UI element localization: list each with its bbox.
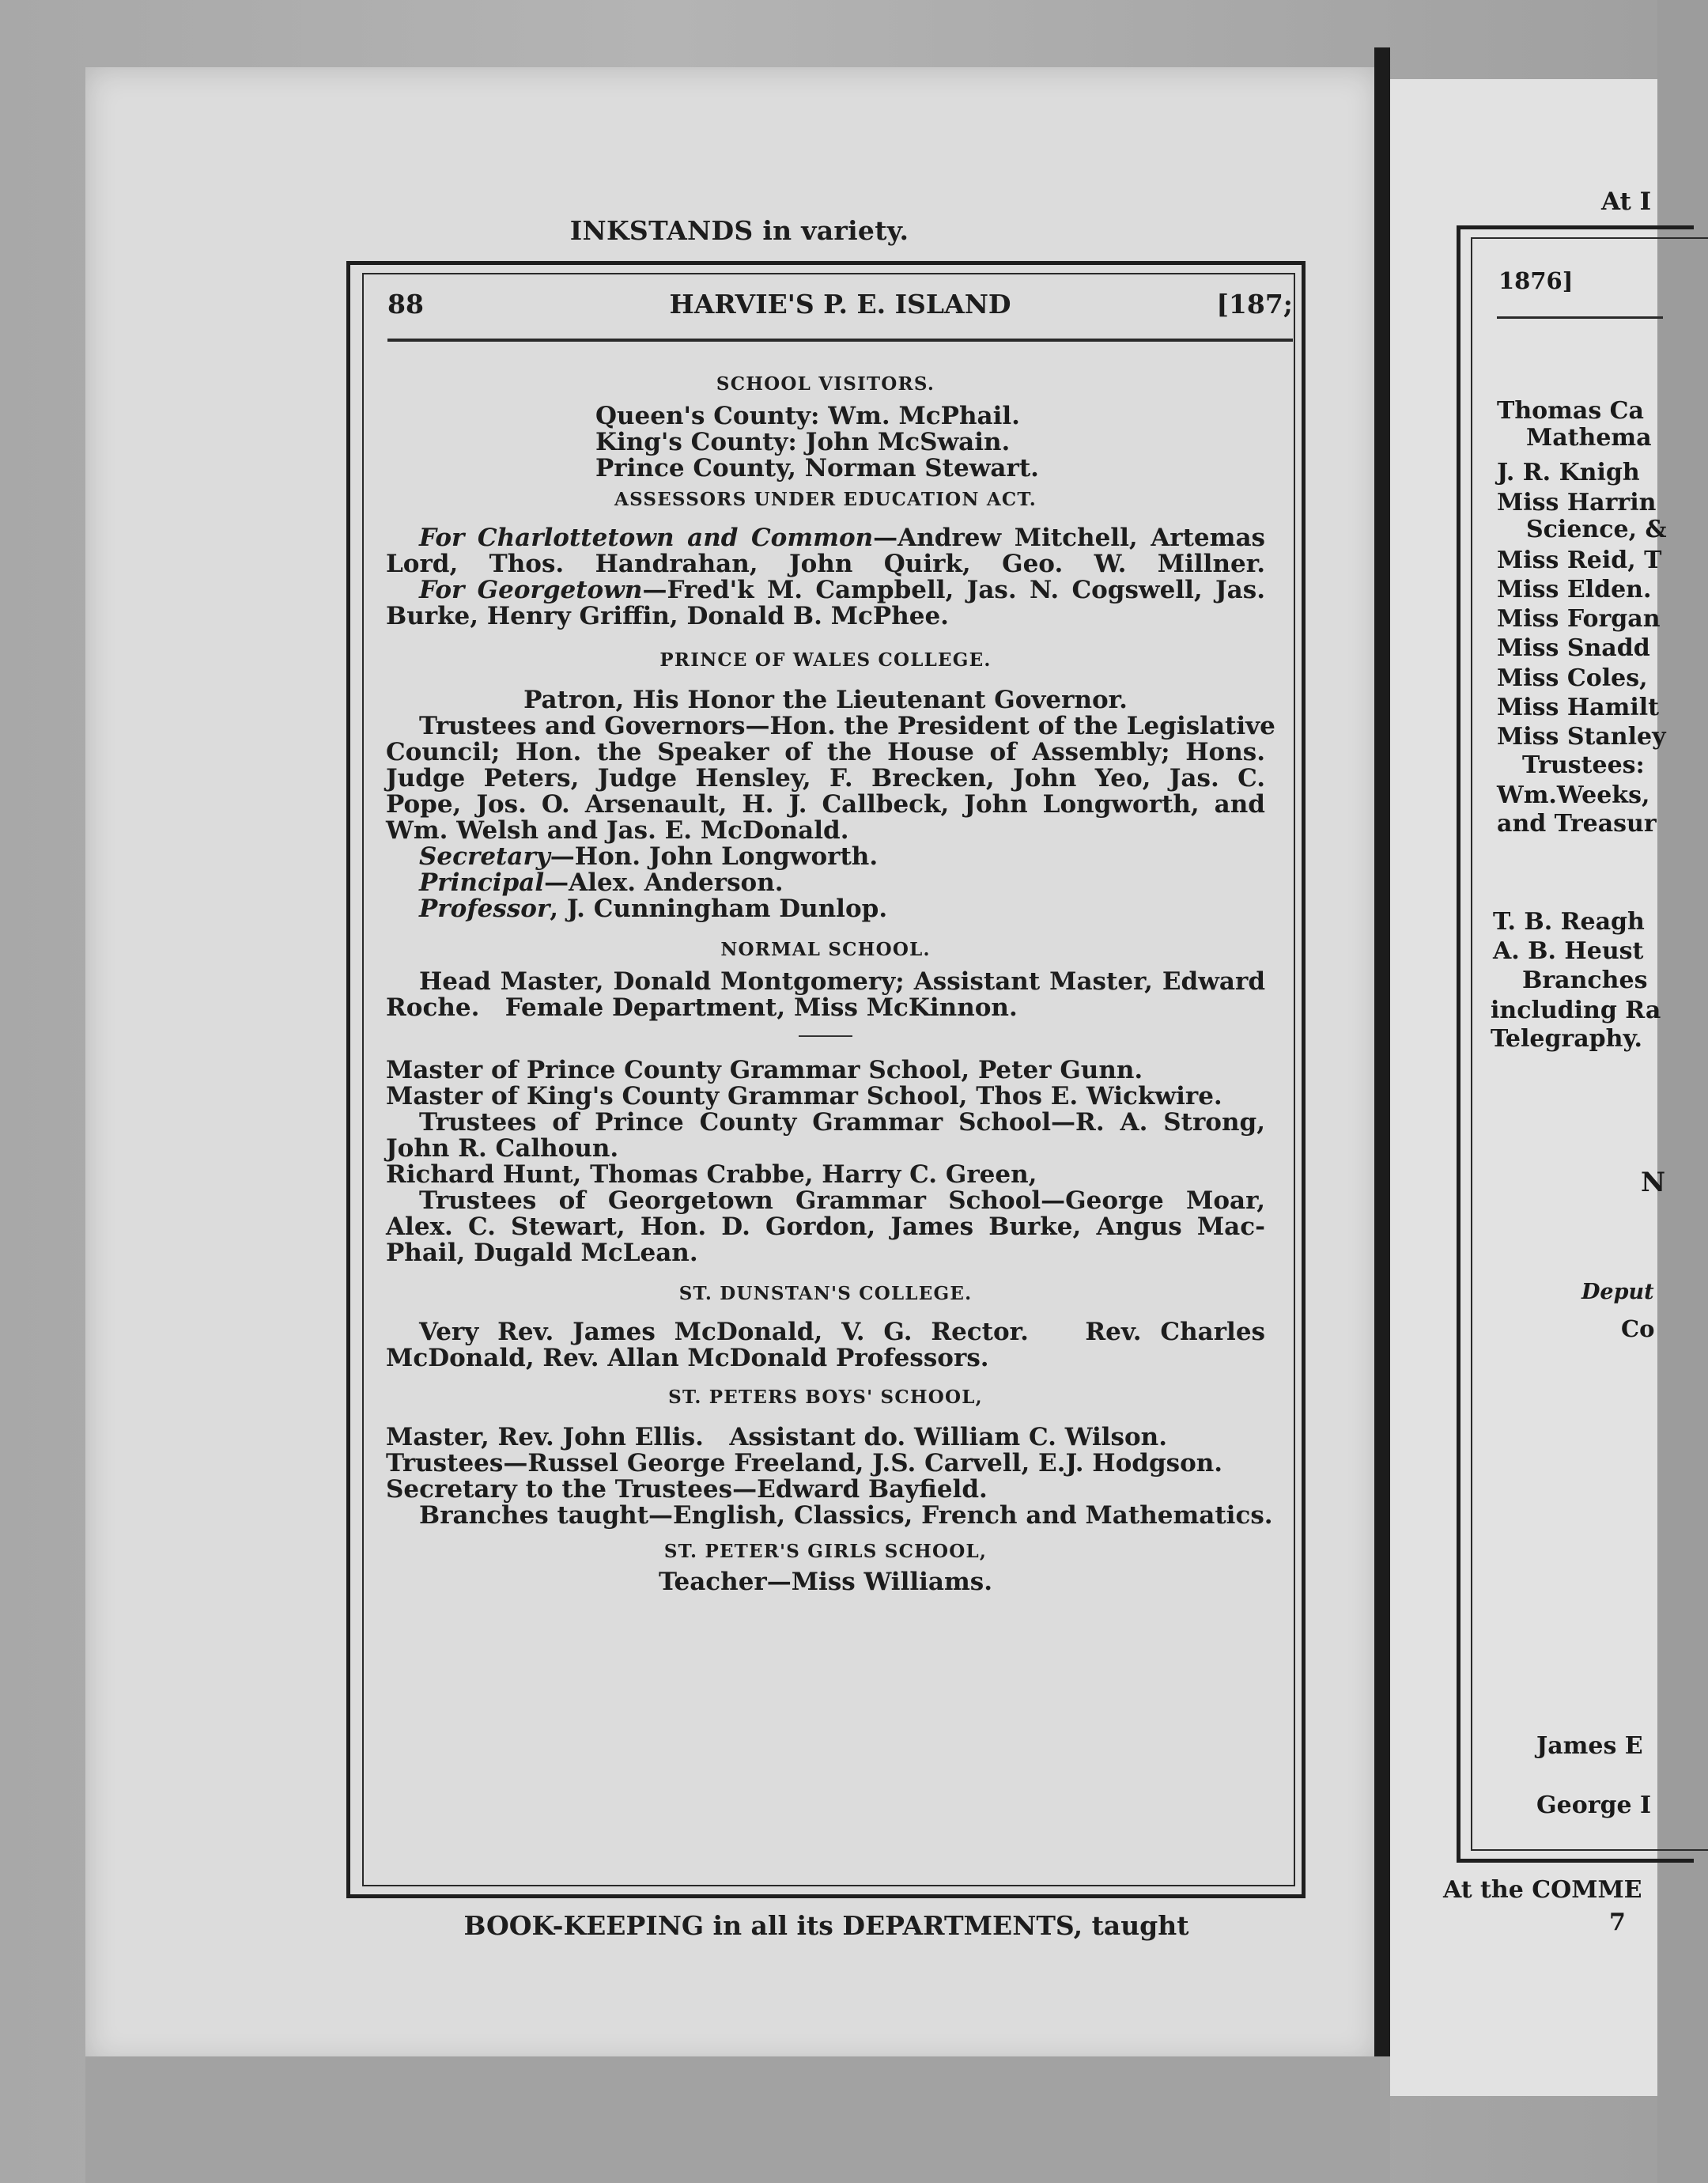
right-line: N [1641,1167,1666,1198]
text-line: Council; Hon. the Speaker of the House of Assembly; Hons. [386,738,1265,766]
section-heading-normal-school: NORMAL SCHOOL. [720,939,931,960]
right-line: Miss Coles, [1497,664,1648,692]
right-line: Trustees: [1522,751,1645,779]
text-line: Head Master, Donald Montgomery; Assistant Master, Edward [419,967,1265,996]
text-line: Wm. Welsh and Jas. E. McDonald. [386,816,849,845]
text-line: Judge Peters, Judge Hensley, F. Brecken, John Yeo, Jas. C. [386,764,1265,793]
right-header-rule [1497,316,1663,319]
text-line: Trustees of Georgetown Grammar School—George Moar, [419,1186,1265,1215]
right-line: T. B. Reagh [1493,908,1645,936]
top-advertisement: INKSTANDS in variety. [569,215,909,246]
right-line: Miss Stanley [1497,723,1666,751]
right-line: James E [1536,1732,1643,1760]
section-heading-assessors: ASSESSORS UNDER EDUCATION ACT. [614,489,1037,510]
right-line: J. R. Knigh [1497,459,1640,486]
right-line: Branches [1522,967,1648,994]
page-number: 88 [387,289,424,320]
text-line: Very Rev. James McDonald, V. G. Rector. Rev. Charles [419,1318,1265,1346]
right-line: George I [1536,1791,1652,1819]
visitor-line: Queen's County: Wm. McPhail. [595,402,1020,430]
section-heading-st-peters-girls: ST. PETER'S GIRLS SCHOOL, [663,1541,988,1562]
section-heading-school-visitors: SCHOOL VISITORS. [716,373,935,395]
text-line: Trustees and Governors—Hon. the President of the Legislative [419,712,1275,740]
text-line: John R. Calhoun. [386,1134,619,1163]
right-bottom-fragment: At the COMME [1443,1876,1642,1904]
right-line: including Ra [1491,997,1661,1024]
right-year: 1876] [1498,267,1574,294]
bottom-advertisement: BOOK-KEEPING in all its DEPARTMENTS, taught [463,1910,1189,1941]
st-dunstans-text [386,1319,1265,1371]
visitor-line: Prince County, Norman Stewart. [595,454,1039,482]
right-line: Miss Hamilt [1497,694,1660,721]
right-line: Science, & [1526,516,1667,543]
right-line: Thomas Ca [1497,397,1644,425]
text-line: Burke, Henry Griffin, Donald B. McPhee. [386,602,949,630]
st-peters-boys-text [386,1423,1273,1530]
right-line: A. B. Heust [1493,937,1644,965]
trustees-text [386,712,1275,923]
page-content [386,360,1275,1596]
right-line: Mathema [1526,424,1652,452]
text-line: Roche. Female Department, Miss McKinnon. [386,993,1018,1022]
section-heading-st-dunstans: ST. DUNSTAN'S COLLEGE. [678,1283,973,1304]
patron-line: Patron, His Honor the Lieutenant Governor. [523,686,1128,714]
scan-bottom-margin [85,2056,1390,2183]
text-line: Pope, Jos. O. Arsenault, H. J. Callbeck, John Longworth, and [386,790,1265,819]
right-line: Co [1621,1315,1655,1342]
text-line: Branches taught—English, Classics, French and Mathematics. [419,1501,1273,1530]
right-line: Miss Elden. [1497,576,1652,603]
text-line: Master of King's County Grammar School, Thos E. Wickwire. [386,1082,1222,1110]
right-line: Miss Snadd [1497,634,1650,662]
principal-line: Principal—Alex. Anderson. [419,868,784,897]
text-line: Secretary to the Trustees—Edward Bayfield. [386,1475,988,1504]
text-line: Trustees—Russel George Freeland, J.S. Carvell, E.J. Hodgson. [386,1449,1223,1477]
visitor-line: King's County: John McSwain. [595,428,1011,456]
text-line: Phail, Dugald McLean. [386,1239,698,1267]
header-rule [387,339,1293,342]
text-line: Richard Hunt, Thomas Crabbe, Harry C. Green, [386,1160,1037,1189]
text-line: For Georgetown—Fred'k M. Campbell, Jas. N. Cogswell, Jas. [419,576,1265,604]
text-line: Master of Prince County Grammar School, Peter Gunn. [386,1056,1143,1084]
text-line: Trustees of Prince County Grammar School—R. A. Strong, [419,1108,1265,1137]
right-line: Miss Reid, T [1497,547,1662,574]
school-visitors-list [386,403,1265,482]
right-top-fragment: At I [1601,187,1652,216]
right-line: Telegraphy. [1491,1025,1642,1053]
running-head [387,289,1293,320]
teacher-line: Teacher—Miss Williams. [658,1568,993,1596]
assessors-text [386,525,1265,630]
right-line: Deput [1581,1280,1654,1304]
right-page-number: 7 [1609,1909,1626,1936]
section-heading-st-peters-boys: ST. PETERS BOYS' SCHOOL, [668,1387,983,1408]
year-mark: [187; [1216,289,1293,320]
right-line: Miss Harrin [1497,489,1657,516]
text-line: Alex. C. Stewart, Hon. D. Gordon, James Burke, Angus Mac- [386,1213,1265,1241]
secretary-line: Secretary—Hon. John Longworth. [419,842,879,871]
right-line: Wm.Weeks, [1497,781,1650,809]
section-separator [799,1035,852,1037]
text-line: McDonald, Rev. Allan McDonald Professors. [386,1344,989,1372]
text-line: For Charlottetown and Common—Andrew Mitchell, Artemas [419,524,1265,552]
right-line: and Treasur [1497,810,1657,838]
normal-school-text [386,969,1265,1021]
grammar-schools-text [386,1057,1265,1266]
text-line: Lord, Thos. Handrahan, John Quirk, Geo. W. Millner. [386,550,1265,578]
book-gutter [1374,47,1390,2088]
text-line: Master, Rev. John Ellis. Assistant do. William C. Wilson. [386,1423,1168,1451]
professor-line: Professor, J. Cunningham Dunlop. [419,895,888,923]
right-line: Miss Forgan [1497,605,1661,633]
running-title: HARVIE'S P. E. ISLAND [669,289,1011,320]
section-heading-prince-of-wales-college: PRINCE OF WALES COLLEGE. [659,649,992,671]
